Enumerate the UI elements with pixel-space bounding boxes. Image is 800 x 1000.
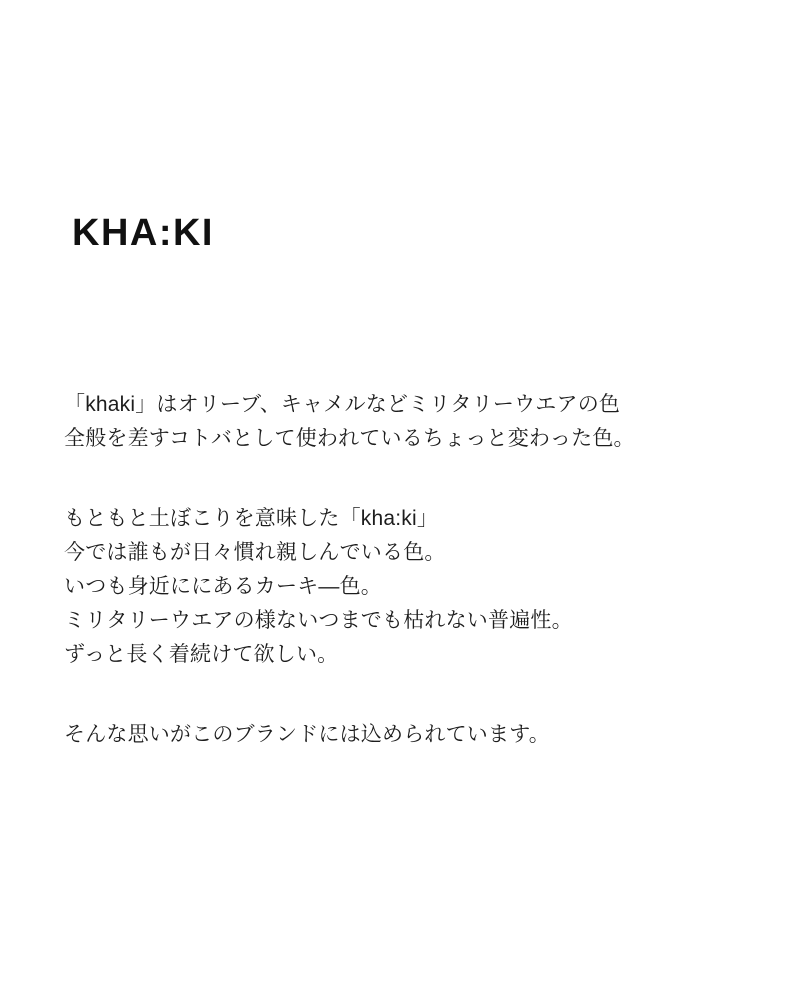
paragraph-middle: [64, 502, 744, 672]
paragraph-lead-line: 「khaki」はオリーブ、キャメルなどミリタリーウエアの色: [64, 393, 621, 416]
brand-statement-body: [64, 388, 744, 752]
brand-logo: KHA:KI: [72, 212, 214, 254]
paragraph-lead: [64, 388, 744, 456]
paragraph-middle-line: いつも身近ににあるカーキ―色。: [64, 575, 382, 598]
paragraph-middle-line: もともと土ぼこりを意味した「kha:ki」: [64, 507, 439, 530]
paragraph-middle-line: 今では誰もが日々慣れ親しんでいる色。: [64, 541, 446, 564]
paragraph-lead-line: 全般を差すコトバとして使われているちょっと変わった色。: [64, 427, 635, 450]
paragraph-closing-line: そんな思いがこのブランドには込められています。: [64, 723, 550, 746]
paragraph-closing: [64, 718, 744, 752]
paragraph-middle-line: ずっと長く着続けて欲しい。: [64, 643, 339, 666]
paragraph-middle-line: ミリタリーウエアの様ないつまでも枯れない普遍性。: [64, 609, 573, 632]
